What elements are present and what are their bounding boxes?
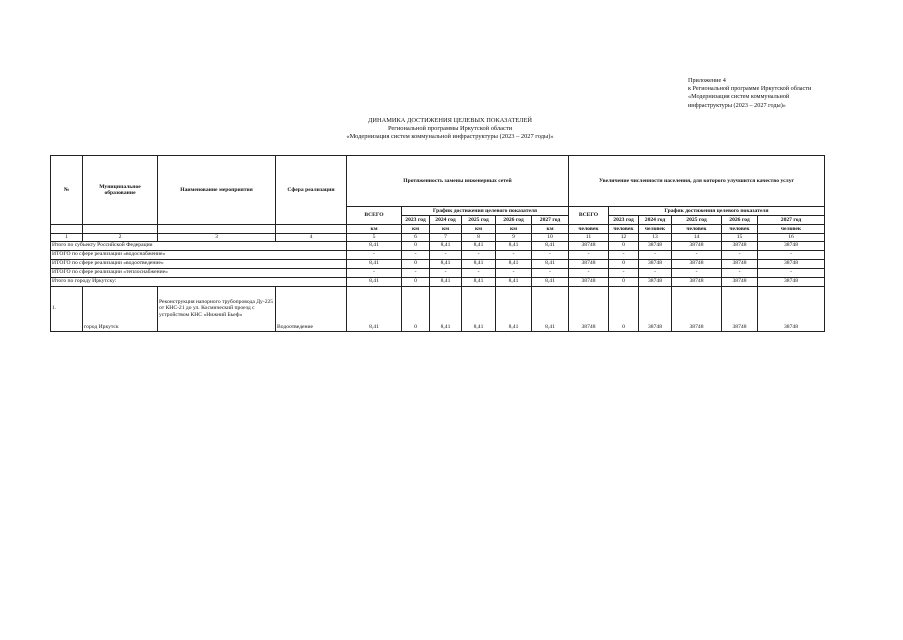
value-cell: 38748 xyxy=(758,286,825,331)
value-cell: 38748 xyxy=(722,286,758,331)
value-cell: 0 xyxy=(402,277,430,286)
header-year: 2024 год xyxy=(430,216,462,225)
unit-cell: человек xyxy=(609,225,639,234)
value-cell: 38748 xyxy=(758,259,825,268)
summary-label: Итого по городу Иркутску: xyxy=(51,277,347,286)
header-year: 2025 год xyxy=(672,216,722,225)
value-cell: 8,41 xyxy=(496,241,532,250)
annex-line: Приложение 4 xyxy=(688,77,726,84)
unit-cell: км xyxy=(402,225,430,234)
value-cell: - xyxy=(609,250,639,259)
unit-cell: человек xyxy=(722,225,758,234)
header-year: 2025 год xyxy=(462,216,496,225)
row-municipality: город Иркутск xyxy=(83,286,158,331)
value-cell: 38748 xyxy=(758,277,825,286)
header-num: № xyxy=(51,156,83,225)
value-cell: 8,41 xyxy=(347,277,402,286)
col-number: 11 xyxy=(569,234,609,242)
header-schedule-people: График достижения целевого показателя xyxy=(609,207,825,216)
header-year: 2026 год xyxy=(722,216,758,225)
value-cell: 8,41 xyxy=(347,241,402,250)
value-cell: 0 xyxy=(609,277,639,286)
value-cell: 38748 xyxy=(639,259,672,268)
col-number: 4 xyxy=(276,234,347,242)
document-heading xyxy=(300,117,600,142)
value-cell: - xyxy=(722,268,758,277)
value-cell: - xyxy=(462,268,496,277)
header-year: 2023 год xyxy=(402,216,430,225)
document-subtitle: Региональной программы Иркутской области xyxy=(387,125,513,133)
unit-cell: км xyxy=(496,225,532,234)
table-row xyxy=(51,241,825,250)
annex-line: «Модернизация систем коммунальной xyxy=(688,93,790,101)
unit-cell: человек xyxy=(639,225,672,234)
value-cell: - xyxy=(347,268,402,277)
col-number: 14 xyxy=(672,234,722,242)
value-cell: 8,41 xyxy=(532,286,569,331)
annex-line: к Региональной программе Иркутской области xyxy=(688,85,812,93)
value-cell: - xyxy=(639,250,672,259)
value-cell: - xyxy=(569,250,609,259)
value-cell: - xyxy=(758,268,825,277)
summary-label: ИТОГО по сфере реализации «водоотведение» xyxy=(51,259,347,268)
value-cell: 38748 xyxy=(722,277,758,286)
header-year: 2023 год xyxy=(609,216,639,225)
header-sphere: Сфера реализации xyxy=(276,156,347,225)
col-number: 9 xyxy=(496,234,532,242)
value-cell: 8,41 xyxy=(496,277,532,286)
summary-label: ИТОГО по сфере реализации «теплоснабжение» xyxy=(51,268,347,277)
table-row xyxy=(51,250,825,259)
value-cell: - xyxy=(532,250,569,259)
row-num: 1. xyxy=(51,286,83,331)
col-number: 8 xyxy=(462,234,496,242)
value-cell: 8,41 xyxy=(430,259,462,268)
header-measure: Наименование мероприятия xyxy=(158,156,276,225)
value-cell: - xyxy=(430,268,462,277)
empty-cell xyxy=(83,225,158,234)
col-number: 7 xyxy=(430,234,462,242)
empty-cell xyxy=(51,225,83,234)
value-cell: 8,41 xyxy=(347,259,402,268)
value-cell: 38748 xyxy=(639,241,672,250)
target-indicators-table xyxy=(50,155,825,332)
value-cell: 0 xyxy=(402,286,430,331)
value-cell: 8,41 xyxy=(347,286,402,331)
value-cell: 8,41 xyxy=(532,241,569,250)
value-cell: - xyxy=(758,250,825,259)
value-cell: - xyxy=(462,250,496,259)
value-cell: 38748 xyxy=(569,241,609,250)
value-cell: 38748 xyxy=(672,259,722,268)
unit-cell: человек xyxy=(672,225,722,234)
value-cell: 38748 xyxy=(672,241,722,250)
value-cell: 38748 xyxy=(672,277,722,286)
unit-cell: км xyxy=(347,225,402,234)
col-number: 12 xyxy=(609,234,639,242)
value-cell: 8,41 xyxy=(462,241,496,250)
value-cell: 8,41 xyxy=(462,286,496,331)
row-sphere: Водоотведение xyxy=(276,286,347,331)
unit-cell: км xyxy=(430,225,462,234)
value-cell: 8,41 xyxy=(496,286,532,331)
table-row xyxy=(51,286,825,331)
value-cell: 0 xyxy=(402,259,430,268)
col-number: 3 xyxy=(158,234,276,242)
value-cell: - xyxy=(569,268,609,277)
table-row xyxy=(51,268,825,277)
annex-note xyxy=(688,77,888,110)
header-total-people: ВСЕГО xyxy=(569,207,609,225)
value-cell: - xyxy=(402,268,430,277)
value-cell: 8,41 xyxy=(462,277,496,286)
header-population: Увеличение численности населения, для которого улучшится качество услуг xyxy=(569,156,825,207)
value-cell: 38748 xyxy=(672,286,722,331)
col-number: 16 xyxy=(758,234,825,242)
value-cell: 38748 xyxy=(569,277,609,286)
unit-cell: км xyxy=(532,225,569,234)
value-cell: 8,41 xyxy=(496,259,532,268)
col-number: 10 xyxy=(532,234,569,242)
value-cell: - xyxy=(496,268,532,277)
header-municipality: Муниципальное образование xyxy=(83,156,158,225)
col-number: 1 xyxy=(51,234,83,242)
unit-cell: человек xyxy=(758,225,825,234)
header-total-km: ВСЕГО xyxy=(347,207,402,225)
col-number: 13 xyxy=(639,234,672,242)
table-row xyxy=(51,277,825,286)
annex-line: инфраструктуры (2023 – 2027 годы)» xyxy=(688,101,786,109)
header-year: 2027 год xyxy=(758,216,825,225)
summary-label: Итого по субъекту Российской Федерации xyxy=(51,241,347,250)
header-pipe-length: Протяженность замены инженерных сетей xyxy=(347,156,569,207)
value-cell: 8,41 xyxy=(430,241,462,250)
value-cell: 38748 xyxy=(639,286,672,331)
value-cell: - xyxy=(639,268,672,277)
unit-cell: человек xyxy=(569,225,609,234)
col-number: 6 xyxy=(402,234,430,242)
program-name: «Модернизация систем коммунальной инфраструктуры (2023 – 2027 годы)» xyxy=(346,133,554,141)
header-year: 2026 год xyxy=(496,216,532,225)
value-cell: 0 xyxy=(609,241,639,250)
row-measure: Реконструкция напорного трубопровода Ду-225 от КНС-21 до ул. Космический проезд с устройством КНС «Нижний Бьеф» xyxy=(158,286,276,331)
value-cell: 0 xyxy=(402,241,430,250)
document-title: ДИНАМИКА ДОСТИЖЕНИЯ ЦЕЛЕВЫХ ПОКАЗАТЕЛЕЙ xyxy=(367,117,533,124)
col-number: 2 xyxy=(83,234,158,242)
value-cell: 38748 xyxy=(722,259,758,268)
value-cell: 0 xyxy=(609,259,639,268)
col-number: 15 xyxy=(722,234,758,242)
value-cell: 38748 xyxy=(639,277,672,286)
empty-cell xyxy=(276,225,347,234)
value-cell: 8,41 xyxy=(532,277,569,286)
value-cell: 0 xyxy=(609,286,639,331)
value-cell: 8,41 xyxy=(532,259,569,268)
value-cell: - xyxy=(402,250,430,259)
table-row xyxy=(51,259,825,268)
value-cell: 38748 xyxy=(722,241,758,250)
value-cell: - xyxy=(672,268,722,277)
header-schedule-km: График достижения целевого показателя xyxy=(402,207,569,216)
value-cell: - xyxy=(496,250,532,259)
value-cell: - xyxy=(347,250,402,259)
value-cell: 8,41 xyxy=(430,277,462,286)
empty-cell xyxy=(158,225,276,234)
unit-cell: км xyxy=(462,225,496,234)
value-cell: - xyxy=(430,250,462,259)
value-cell: 8,41 xyxy=(462,259,496,268)
value-cell: - xyxy=(722,250,758,259)
header-year: 2024 год xyxy=(639,216,672,225)
value-cell: 8,41 xyxy=(430,286,462,331)
value-cell: 38748 xyxy=(569,286,609,331)
value-cell: - xyxy=(609,268,639,277)
col-number: 5 xyxy=(347,234,402,242)
value-cell: 38748 xyxy=(569,259,609,268)
header-year: 2027 год xyxy=(532,216,569,225)
value-cell: - xyxy=(532,268,569,277)
value-cell: 38748 xyxy=(758,241,825,250)
summary-label: ИТОГО по сфере реализации «водоснабжение» xyxy=(51,250,347,259)
value-cell: - xyxy=(672,250,722,259)
